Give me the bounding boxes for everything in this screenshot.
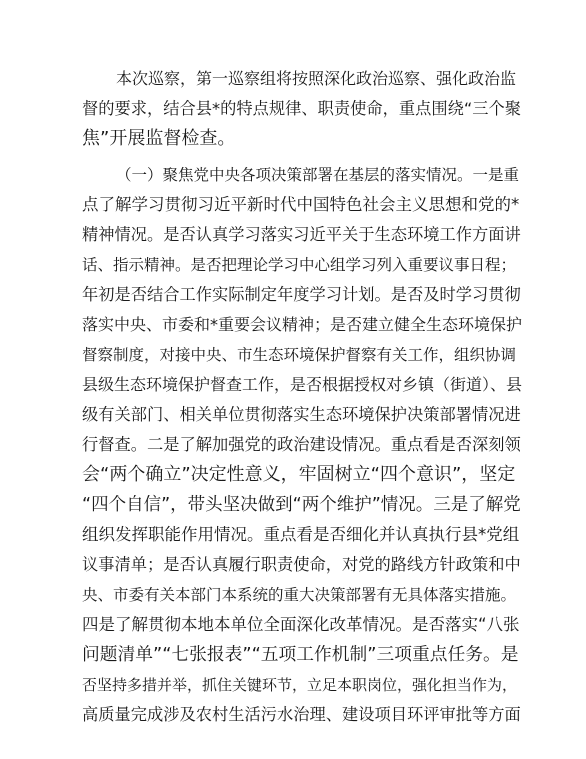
paragraph-2-line-15: 央、市委有关本部门本系统的重大决策部署有无具体落实措施。	[82, 586, 517, 604]
paragraph-2-line-8: 县级生态环境保护督查工作，是否根据授权对乡镇（街道）、县	[82, 375, 523, 394]
paragraph-2-line-12: “四个自信”，带头坚决做到“两个维护”情况。三是了解党	[82, 495, 521, 515]
paragraph-2-line-14: 议事清单；是否认真履行职责使命，对党的路线方针政策和中	[82, 555, 521, 574]
paragraph-2-line-13: 组织发挥职能作用情况。重点看是否细化并认真执行县*党组	[82, 525, 520, 544]
paragraph-2-line-19: 高质量完成涉及农村生活污水治理、建设项目环评审批等方面	[82, 705, 521, 724]
paragraph-2-line-9: 级有关部门、相关单位贯彻落实生态环境保护决策部署情况进	[82, 405, 521, 424]
paragraph-2-line-16: 四是了解贯彻本地本单位全面深化改革情况。是否落实“八张	[82, 615, 520, 634]
paragraph-2-line-17: 问题清单”“七张报表”“五项工作机制”三项重点任务。是	[82, 645, 519, 665]
paragraph-2-line-7: 督察制度，对接中央、市生态环境保护督察有关工作，组织协调	[82, 346, 517, 364]
paragraph-2-line-2: 点了解学习贯彻习近平新时代中国特色社会主义思想和党的*	[82, 195, 520, 214]
paragraph-2-line-3: 精神情况。是否认真学习落实习近平关于生态环境工作方面讲	[82, 225, 521, 244]
paragraph-1-line-1: 本次巡察，第一巡察组将按照深化政治巡察、强化政治监	[116, 69, 517, 88]
paragraph-2-line-5: 年初是否结合工作实际制定年度学习计划。是否及时学习贯彻	[82, 285, 521, 304]
paragraph-2-line-1: （一）聚焦党中央各项决策部署在基层的落实情况。一是重	[116, 166, 520, 184]
paragraph-2-line-10: 行督查。二是了解加强党的政治建设情况。重点看是否深刻领	[82, 435, 521, 454]
paragraph-2-line-6: 落实中央、市委和*重要会议精神；是否建立健全生态环境保护	[82, 315, 523, 334]
paragraph-2-line-11: 会“两个确立”决定性意义，牢固树立“四个意识”，坚定	[82, 464, 516, 485]
paragraph-1-line-3: 焦”开展监督检查。	[82, 128, 236, 149]
paragraph-2-line-18: 否坚持多措并举，抓住关键环节，立足本职岗位，强化担当作为，	[82, 676, 518, 694]
paragraph-2-line-4: 话、指示精神。是否把理论学习中心组学习列入重要议事日程；	[82, 256, 517, 274]
paragraph-1-line-2: 督的要求，结合县*的特点规律、职责使命，重点围绕“三个聚	[82, 99, 522, 118]
